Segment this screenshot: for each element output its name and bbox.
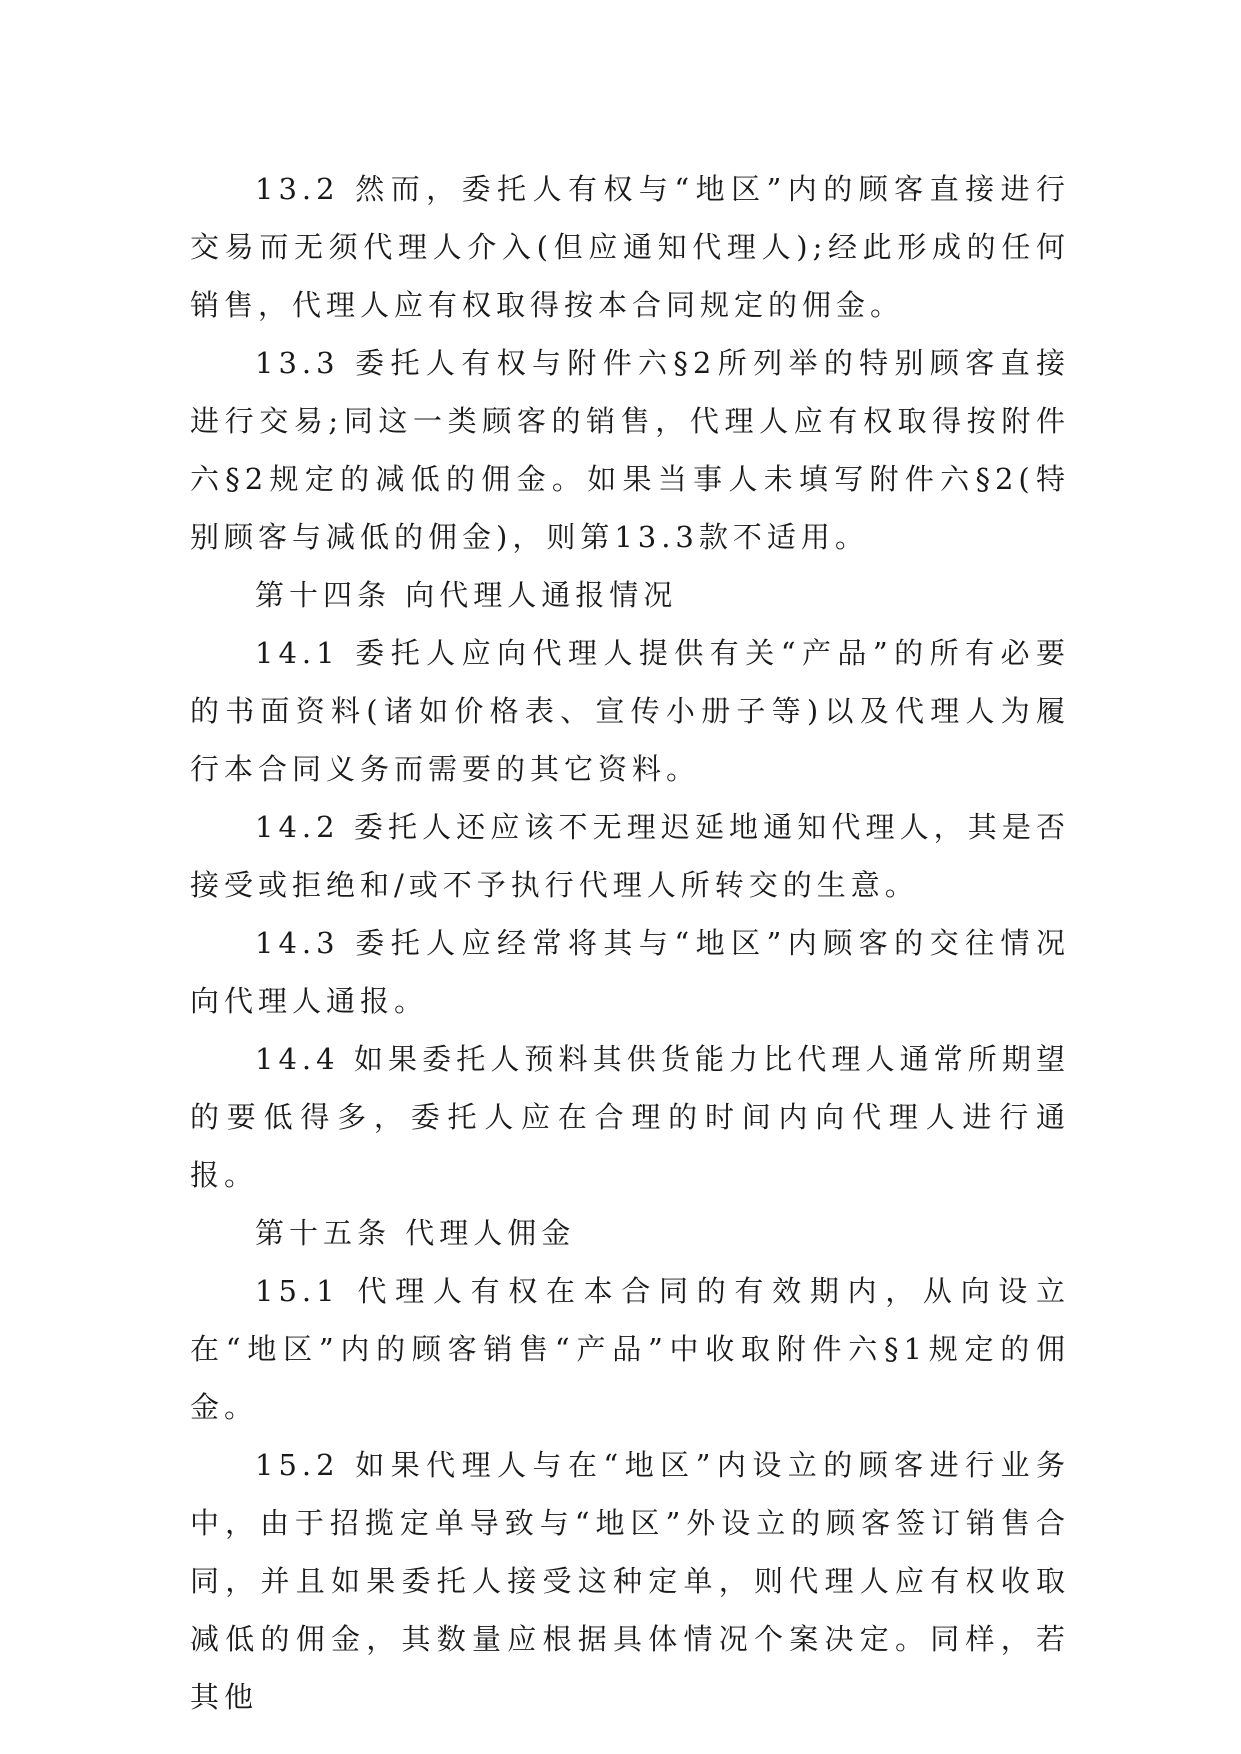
clause-15-1: 15.1 代理人有权在本合同的有效期内，从向设立在“地区”内的顾客销售“产品”中收取附件六§1规定的佣金。	[190, 1274, 1070, 1424]
clause-14-2: 14.2 委托人还应该不无理迟延地通知代理人，其是否接受或拒绝和/或不予执行代理人所转交的生意。	[190, 810, 1070, 902]
clause-14-3: 14.3 委托人应经常将其与“地区”内顾客的交往情况向代理人通报。	[190, 926, 1070, 1018]
clause-13-2: 13.2 然而，委托人有权与“地区”内的顾客直接进行交易而无须代理人介入(但应通知代理人);经此形成的任何销售，代理人应有权取得按本合同规定的佣金。	[190, 172, 1070, 322]
clause-14-1: 14.1 委托人应向代理人提供有关“产品”的所有必要的书面资料(诸如价格表、宣传小册子等)以及代理人为履行本合同义务而需要的其它资料。	[190, 636, 1070, 786]
document-body	[190, 160, 1070, 1726]
clause-15-2: 15.2 如果代理人与在“地区”内设立的顾客进行业务中，由于招揽定单导致与“地区”外设立的顾客签订销售合同，并且如果委托人接受这种定单，则代理人应有权收取减低的佣金，其数量应根据具体情况个案决定。同样，若其他	[190, 1448, 1070, 1714]
clause-13-3: 13.3 委托人有权与附件六§2所列举的特别顾客直接进行交易;同这一类顾客的销售，代理人应有权取得按附件六§2规定的减低的佣金。如果当事人未填写附件六§2(特别顾客与减低的佣金)，则第13.3款不适用。	[190, 346, 1070, 554]
article-15-heading: 第十五条 代理人佣金	[255, 1216, 576, 1250]
article-14-heading: 第十四条 向代理人通报情况	[255, 578, 678, 612]
clause-14-4: 14.4 如果委托人预料其供货能力比代理人通常所期望的要低得多，委托人应在合理的时间内向代理人进行通报。	[190, 1042, 1070, 1192]
